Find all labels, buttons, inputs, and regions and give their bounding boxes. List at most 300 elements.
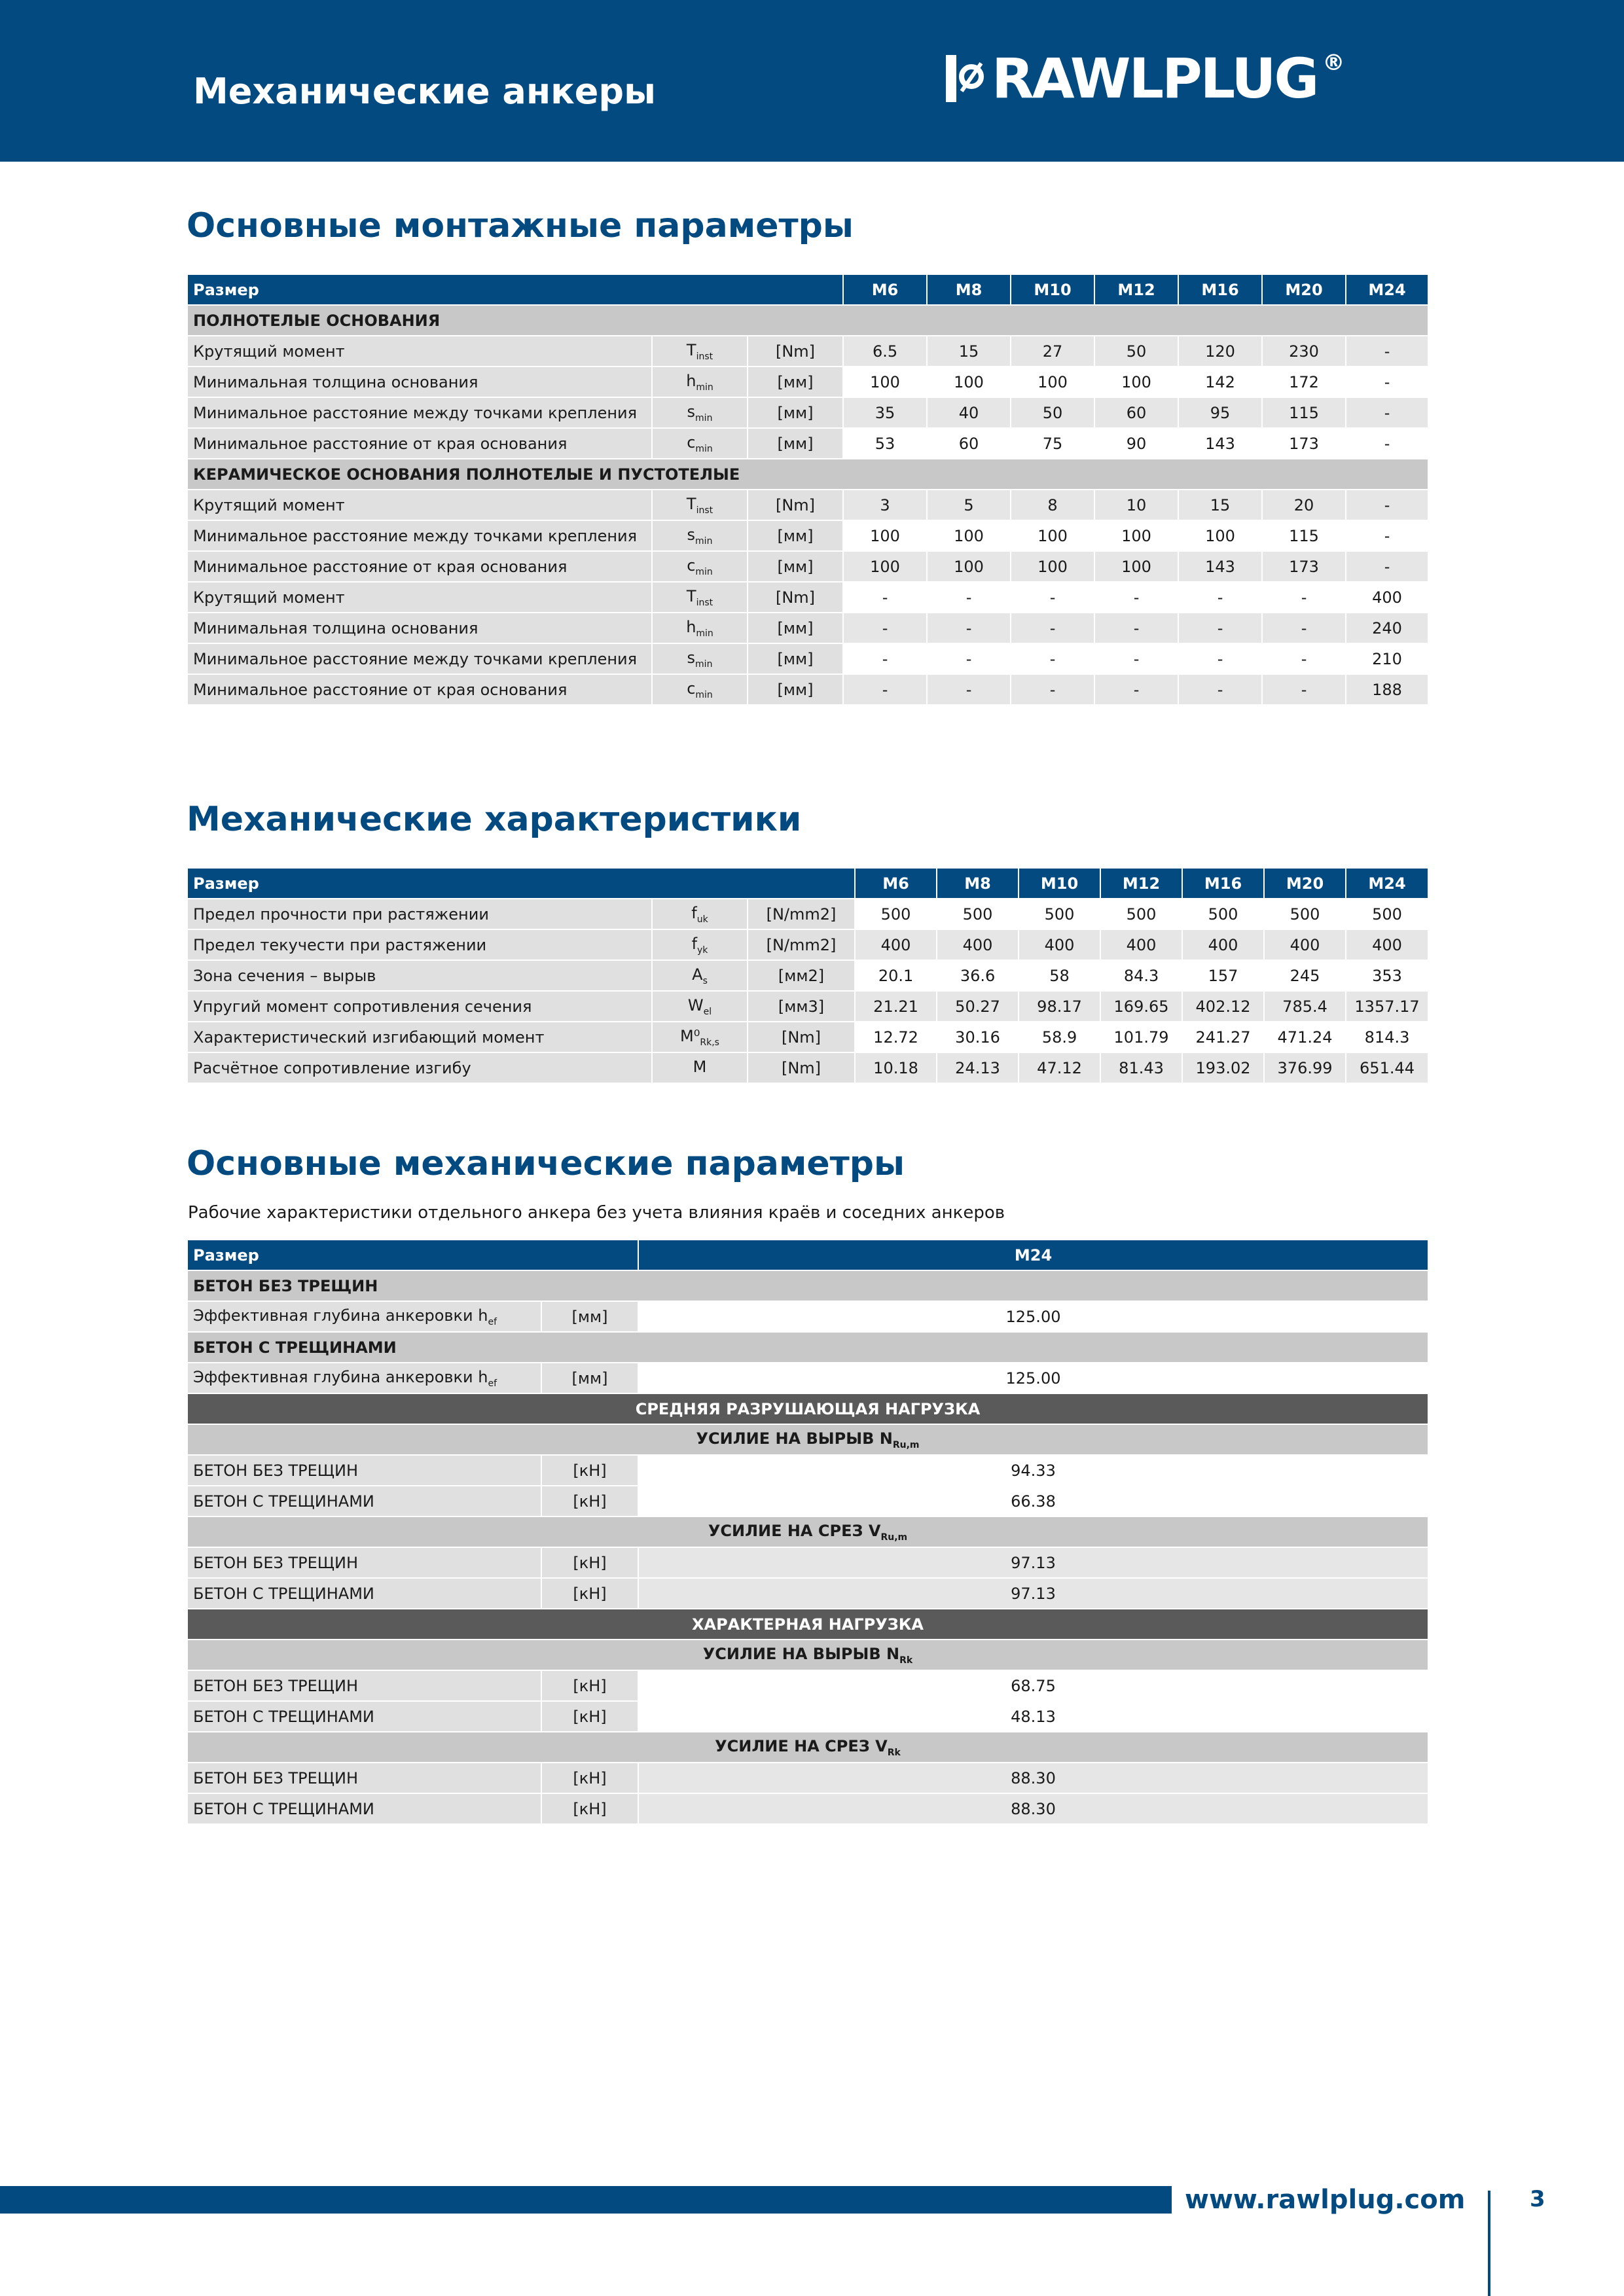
symbol: c <box>687 556 696 575</box>
load-category-row <box>187 1393 1428 1424</box>
row-value: - <box>1011 643 1094 674</box>
row-label: БЕТОН С ТРЕЩИНАМИ <box>187 1701 541 1732</box>
section-subtitle: Рабочие характеристики отдельного анкера без учета влияния краёв и соседних анкеров <box>188 1203 1005 1223</box>
row-value: - <box>1178 643 1262 674</box>
load-type-label <box>187 1424 1428 1455</box>
symbol: c <box>687 433 696 452</box>
load-type-row <box>187 1424 1428 1455</box>
load-type-label <box>187 1516 1428 1547</box>
row-value: - <box>1178 582 1262 613</box>
row-value: 88.30 <box>638 1793 1428 1824</box>
size-column-header: M6 <box>855 868 937 899</box>
symbol-subscript: uk <box>696 914 708 925</box>
row-value: - <box>927 613 1011 643</box>
header-title: Механические анкеры <box>193 71 656 112</box>
row-value: - <box>1094 643 1178 674</box>
row-value: 400 <box>855 929 937 960</box>
row-value: 15 <box>1178 490 1262 520</box>
row-value: - <box>1346 367 1428 397</box>
row-unit: [мм] <box>748 397 843 428</box>
row-symbol <box>652 991 748 1022</box>
group-label: КЕРАМИЧЕСКОЕ ОСНОВАНИЯ ПОЛНОТЕЛЫЕ И ПУСТОТЕЛЫЕ <box>187 459 1428 490</box>
row-value: - <box>843 674 927 705</box>
row-label <box>187 1301 541 1332</box>
row-value: - <box>927 582 1011 613</box>
table-row <box>187 336 1428 367</box>
row-unit: [кН] <box>541 1486 638 1516</box>
row-unit: [кН] <box>541 1793 638 1824</box>
row-symbol <box>652 397 748 428</box>
section-title-basic-mechanical: Основные механические параметры <box>187 1144 905 1183</box>
row-label: Предел текучести при растяжении <box>187 929 652 960</box>
size-column-header: M10 <box>1019 868 1100 899</box>
load-type-label <box>187 1732 1428 1763</box>
row-unit: [мм] <box>748 520 843 551</box>
row-unit: [Nm] <box>748 1052 855 1083</box>
table-row <box>187 367 1428 397</box>
row-value: 6.5 <box>843 336 927 367</box>
row-value: - <box>1262 674 1346 705</box>
registered-mark: ® <box>1322 50 1345 76</box>
table-row <box>187 1022 1428 1052</box>
row-unit: [мм] <box>748 674 843 705</box>
table-header-row <box>187 1240 1428 1270</box>
row-value: 100 <box>1011 551 1094 582</box>
row-value: 10.18 <box>855 1052 937 1083</box>
row-unit: [N/mm2] <box>748 929 855 960</box>
row-value: 40 <box>927 397 1011 428</box>
symbol-subscript: inst <box>696 351 713 362</box>
row-label: БЕТОН БЕЗ ТРЕЩИН <box>187 1763 541 1793</box>
row-value: 143 <box>1178 428 1262 459</box>
symbol: c <box>687 679 696 698</box>
symbol: h <box>686 617 696 636</box>
row-value: 157 <box>1182 960 1264 991</box>
row-label: Характеристический изгибающий момент <box>187 1022 652 1052</box>
row-label: БЕТОН БЕЗ ТРЕЩИН <box>187 1670 541 1701</box>
row-value: 125.00 <box>638 1363 1428 1393</box>
row-unit: [Nm] <box>748 336 843 367</box>
table-row <box>187 1301 1428 1332</box>
table-row <box>187 520 1428 551</box>
group-row <box>187 1332 1428 1363</box>
row-label: Упругий момент сопротивления сечения <box>187 991 652 1022</box>
symbol: f <box>691 903 697 922</box>
row-symbol <box>652 336 748 367</box>
table-row <box>187 674 1428 705</box>
hef-label-text: Эффективная глубина анкеровки h <box>193 1306 488 1325</box>
size-column-header: M8 <box>927 274 1011 305</box>
row-value: 500 <box>1019 899 1100 929</box>
table-row <box>187 643 1428 674</box>
row-value: 400 <box>1182 929 1264 960</box>
row-label: Минимальное расстояние между точками крепления <box>187 520 652 551</box>
symbol: f <box>691 934 698 953</box>
row-value: 500 <box>937 899 1019 929</box>
row-value: 353 <box>1346 960 1428 991</box>
hef-subscript: ef <box>488 1378 497 1389</box>
row-value: 3 <box>843 490 927 520</box>
table-row <box>187 1793 1428 1824</box>
row-value: 100 <box>1011 367 1094 397</box>
size-column-header: M20 <box>1264 868 1346 899</box>
row-value: 101.79 <box>1100 1022 1182 1052</box>
group-row <box>187 305 1428 336</box>
row-value: - <box>927 643 1011 674</box>
row-value: - <box>1346 520 1428 551</box>
row-label: Предел прочности при растяжении <box>187 899 652 929</box>
size-header: Размер <box>187 1240 638 1270</box>
row-value: 81.43 <box>1100 1052 1182 1083</box>
row-label: Крутящий момент <box>187 490 652 520</box>
size-column-header: M24 <box>1346 274 1428 305</box>
table-row <box>187 899 1428 929</box>
row-value: 50 <box>1094 336 1178 367</box>
row-value: 97.13 <box>638 1578 1428 1609</box>
table-row <box>187 1578 1428 1609</box>
row-unit: [мм] <box>748 643 843 674</box>
footer-divider <box>1488 2191 1490 2296</box>
row-value: 173 <box>1262 551 1346 582</box>
table-row <box>187 960 1428 991</box>
row-symbol <box>652 674 748 705</box>
load-type-subscript: Ru,m <box>880 1532 908 1543</box>
row-value: 47.12 <box>1019 1052 1100 1083</box>
row-value: 10 <box>1094 490 1178 520</box>
row-symbol <box>652 367 748 397</box>
row-label: БЕТОН С ТРЕЩИНАМИ <box>187 1486 541 1516</box>
row-value: - <box>927 674 1011 705</box>
load-type-subscript: Rk <box>899 1655 913 1666</box>
table-row <box>187 1052 1428 1083</box>
load-category-label: ХАРАКТЕРНАЯ НАГРУЗКА <box>187 1609 1428 1640</box>
row-unit: [кН] <box>541 1763 638 1793</box>
row-label: Крутящий момент <box>187 582 652 613</box>
row-unit: [кН] <box>541 1547 638 1578</box>
row-label: Минимальное расстояние от края основания <box>187 674 652 705</box>
row-unit: [мм] <box>541 1363 638 1393</box>
load-type-label <box>187 1640 1428 1670</box>
row-unit: [мм3] <box>748 991 855 1022</box>
row-value: 5 <box>927 490 1011 520</box>
row-value: 20 <box>1262 490 1346 520</box>
row-value: 230 <box>1262 336 1346 367</box>
size-column-header: M12 <box>1100 868 1182 899</box>
row-value: 143 <box>1178 551 1262 582</box>
load-type-subscript: Ru,m <box>892 1439 920 1450</box>
row-symbol <box>652 643 748 674</box>
row-unit: [кН] <box>541 1578 638 1609</box>
row-value: 100 <box>927 367 1011 397</box>
row-value: 88.30 <box>638 1763 1428 1793</box>
table-row <box>187 1363 1428 1393</box>
table-row <box>187 1547 1428 1578</box>
load-category-label: СРЕДНЯЯ РАЗРУШАЮЩАЯ НАГРУЗКА <box>187 1393 1428 1424</box>
row-unit: [мм] <box>748 551 843 582</box>
row-unit: [мм] <box>748 613 843 643</box>
row-value: 100 <box>927 551 1011 582</box>
row-value: 169.65 <box>1100 991 1182 1022</box>
row-value: 400 <box>1346 929 1428 960</box>
row-label: Минимальное расстояние от края основания <box>187 551 652 582</box>
row-value: 402.12 <box>1182 991 1264 1022</box>
basic-mechanical-params-table <box>187 1239 1429 1825</box>
row-unit: [мм] <box>748 367 843 397</box>
symbol-subscript: s <box>702 975 708 986</box>
row-value: 100 <box>1011 520 1094 551</box>
symbol: A <box>692 965 703 984</box>
symbol: W <box>687 996 704 1014</box>
symbol-subscript: inst <box>696 597 713 608</box>
row-value: 100 <box>1094 367 1178 397</box>
row-value: - <box>1346 397 1428 428</box>
row-value: 12.72 <box>855 1022 937 1052</box>
row-value: - <box>1262 613 1346 643</box>
table-row <box>187 397 1428 428</box>
size-column-header: M24 <box>638 1240 1428 1270</box>
row-value: - <box>1011 613 1094 643</box>
row-value: 188 <box>1346 674 1428 705</box>
symbol: h <box>686 371 696 390</box>
row-value: 400 <box>1100 929 1182 960</box>
mechanical-characteristics-table <box>187 867 1429 1084</box>
row-label: Зона сечения – вырыв <box>187 960 652 991</box>
row-value: 100 <box>1178 520 1262 551</box>
symbol-subscript: Rk,s <box>700 1037 719 1048</box>
size-column-header: M16 <box>1182 868 1264 899</box>
row-label: Расчётное сопротивление изгибу <box>187 1052 652 1083</box>
row-value: 53 <box>843 428 927 459</box>
row-unit: [кН] <box>541 1455 638 1486</box>
size-column-header: M20 <box>1262 274 1346 305</box>
symbol-subscript: min <box>695 566 713 577</box>
symbol: s <box>687 648 696 667</box>
row-unit: [кН] <box>541 1701 638 1732</box>
hef-label-text: Эффективная глубина анкеровки h <box>193 1367 488 1386</box>
row-value: 115 <box>1262 520 1346 551</box>
row-value: - <box>1178 613 1262 643</box>
table-row <box>187 1455 1428 1486</box>
row-unit: [Nm] <box>748 582 843 613</box>
row-label: БЕТОН С ТРЕЩИНАМИ <box>187 1793 541 1824</box>
row-symbol <box>652 490 748 520</box>
symbol-subscript: min <box>695 412 713 423</box>
row-value: 500 <box>855 899 937 929</box>
group-label: БЕТОН С ТРЕЩИНАМИ <box>187 1332 1428 1363</box>
table-header-row <box>187 274 1428 305</box>
size-column-header: M6 <box>843 274 927 305</box>
row-unit: [мм2] <box>748 960 855 991</box>
row-value: 120 <box>1178 336 1262 367</box>
load-type-row <box>187 1640 1428 1670</box>
row-value: 30.16 <box>937 1022 1019 1052</box>
load-type-subscript: Rk <box>887 1747 901 1758</box>
row-value: - <box>1262 582 1346 613</box>
row-label: Минимальная толщина основания <box>187 367 652 397</box>
row-value: 500 <box>1100 899 1182 929</box>
row-value: 84.3 <box>1100 960 1182 991</box>
row-label: БЕТОН БЕЗ ТРЕЩИН <box>187 1455 541 1486</box>
table-row <box>187 551 1428 582</box>
page-header <box>0 0 1624 162</box>
size-column-header: M10 <box>1011 274 1094 305</box>
row-value: 100 <box>1094 520 1178 551</box>
footer-bar <box>0 2186 1172 2214</box>
row-value: 24.13 <box>937 1052 1019 1083</box>
size-column-header: M16 <box>1178 274 1262 305</box>
load-type-text: УСИЛИЕ НА СРЕЗ V <box>708 1521 881 1540</box>
row-value: 814.3 <box>1346 1022 1428 1052</box>
row-unit: [Nm] <box>748 490 843 520</box>
row-value: 35 <box>843 397 927 428</box>
load-type-row <box>187 1732 1428 1763</box>
row-value: - <box>1346 490 1428 520</box>
symbol-subscript: min <box>695 689 713 700</box>
row-unit: [кН] <box>541 1670 638 1701</box>
row-value: 471.24 <box>1264 1022 1346 1052</box>
row-label: Минимальное расстояние между точками крепления <box>187 397 652 428</box>
row-value: 241.27 <box>1182 1022 1264 1052</box>
table-row <box>187 1701 1428 1732</box>
row-symbol <box>652 929 748 960</box>
row-value: 50 <box>1011 397 1094 428</box>
row-label: БЕТОН БЕЗ ТРЕЩИН <box>187 1547 541 1578</box>
symbol: T <box>686 340 696 359</box>
logo-text: RAWLPLUG <box>992 46 1318 111</box>
table-row <box>187 929 1428 960</box>
row-value: 27 <box>1011 336 1094 367</box>
row-value: 15 <box>927 336 1011 367</box>
symbol-subscript: min <box>695 443 713 454</box>
symbol: T <box>686 586 696 605</box>
load-type-text: УСИЛИЕ НА СРЕЗ V <box>715 1736 888 1755</box>
symbol-subscript: min <box>696 628 713 639</box>
symbol-subscript: el <box>703 1006 712 1017</box>
symbol-subscript: yk <box>697 944 708 956</box>
table-row <box>187 1486 1428 1516</box>
row-value: 50.27 <box>937 991 1019 1022</box>
size-column-header: M24 <box>1346 868 1428 899</box>
row-unit: [мм] <box>748 428 843 459</box>
row-value: 500 <box>1264 899 1346 929</box>
row-value: 60 <box>927 428 1011 459</box>
row-symbol <box>652 1022 748 1052</box>
table-row <box>187 991 1428 1022</box>
row-value: 20.1 <box>855 960 937 991</box>
row-value: - <box>1011 674 1094 705</box>
symbol-subscript: inst <box>696 505 713 516</box>
load-category-row <box>187 1609 1428 1640</box>
row-value: 66.38 <box>638 1486 1428 1516</box>
row-value: - <box>1346 336 1428 367</box>
row-symbol <box>652 1052 748 1083</box>
symbol: s <box>687 402 696 421</box>
row-value: 125.00 <box>638 1301 1428 1332</box>
row-value: - <box>1011 582 1094 613</box>
symbol-subscript: min <box>695 535 713 547</box>
table-row <box>187 428 1428 459</box>
table-row <box>187 613 1428 643</box>
row-symbol <box>652 551 748 582</box>
hef-subscript: ef <box>488 1316 497 1327</box>
row-label: Минимальное расстояние от края основания <box>187 428 652 459</box>
row-value: 90 <box>1094 428 1178 459</box>
row-value: 651.44 <box>1346 1052 1428 1083</box>
row-value: 60 <box>1094 397 1178 428</box>
group-label: ПОЛНОТЕЛЫЕ ОСНОВАНИЯ <box>187 305 1428 336</box>
table-header-row <box>187 868 1428 899</box>
group-row <box>187 459 1428 490</box>
row-value: 115 <box>1262 397 1346 428</box>
row-symbol <box>652 960 748 991</box>
section-title-mechanical: Механические характеристики <box>187 800 802 839</box>
row-symbol <box>652 428 748 459</box>
row-value: 142 <box>1178 367 1262 397</box>
row-value: 173 <box>1262 428 1346 459</box>
section-title-installation: Основные монтажные параметры <box>187 206 854 245</box>
row-value: 400 <box>1264 929 1346 960</box>
row-value: - <box>843 613 927 643</box>
row-value: 500 <box>1346 899 1428 929</box>
table-row <box>187 1763 1428 1793</box>
symbol-subscript: min <box>696 382 713 393</box>
row-value: 95 <box>1178 397 1262 428</box>
row-label: Крутящий момент <box>187 336 652 367</box>
row-value: 193.02 <box>1182 1052 1264 1083</box>
row-value: 8 <box>1011 490 1094 520</box>
row-value: 48.13 <box>638 1701 1428 1732</box>
row-label: БЕТОН С ТРЕЩИНАМИ <box>187 1578 541 1609</box>
row-value: 68.75 <box>638 1670 1428 1701</box>
row-unit: [N/mm2] <box>748 899 855 929</box>
row-value: 58.9 <box>1019 1022 1100 1052</box>
footer-website-link[interactable]: www.rawlplug.com <box>1185 2185 1466 2215</box>
row-value: 75 <box>1011 428 1094 459</box>
row-value: 97.13 <box>638 1547 1428 1578</box>
rawlplug-mark-icon <box>946 55 986 102</box>
load-type-text: УСИЛИЕ НА ВЫРЫВ N <box>696 1429 893 1448</box>
group-row <box>187 1270 1428 1301</box>
rawlplug-logo <box>946 46 1344 111</box>
load-type-text: УСИЛИЕ НА ВЫРЫВ N <box>702 1644 900 1663</box>
row-value: 1357.17 <box>1346 991 1428 1022</box>
row-value: - <box>1094 582 1178 613</box>
row-value: 172 <box>1262 367 1346 397</box>
table-row <box>187 490 1428 520</box>
row-value: 210 <box>1346 643 1428 674</box>
group-label: БЕТОН БЕЗ ТРЕЩИН <box>187 1270 1428 1301</box>
row-value: - <box>1178 674 1262 705</box>
row-label <box>187 1363 541 1393</box>
row-value: - <box>1094 613 1178 643</box>
row-value: - <box>1094 674 1178 705</box>
row-value: 100 <box>843 520 927 551</box>
row-value: 94.33 <box>638 1455 1428 1486</box>
row-label: Минимальное расстояние между точками крепления <box>187 643 652 674</box>
row-value: 400 <box>1019 929 1100 960</box>
row-symbol <box>652 520 748 551</box>
row-unit: [Nm] <box>748 1022 855 1052</box>
page-number: 3 <box>1530 2186 1545 2212</box>
row-value: 400 <box>1346 582 1428 613</box>
symbol: M⁰ <box>680 1026 700 1045</box>
size-header: Размер <box>187 274 843 305</box>
row-value: - <box>1346 428 1428 459</box>
row-value: - <box>843 643 927 674</box>
row-value: 500 <box>1182 899 1264 929</box>
installation-params-table <box>187 274 1429 706</box>
row-value: 58 <box>1019 960 1100 991</box>
